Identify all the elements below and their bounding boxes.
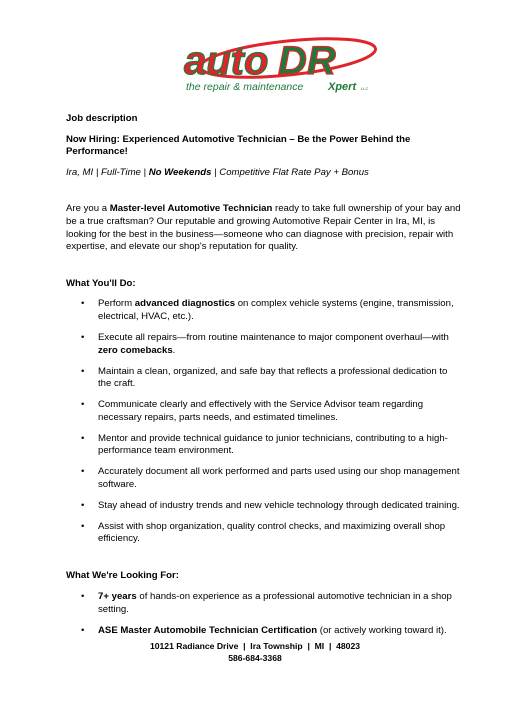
footer-address: 10121 Radiance Drive | Ira Township | MI | 48023 (149, 641, 361, 651)
duty-text: Perform (98, 298, 135, 310)
duty-text: Execute all repairs—from routine maintenance to major component overhaul—with (98, 331, 449, 343)
duties-heading: What You'll Do: (66, 277, 136, 289)
job-headline: Now Hiring: Experienced Automotive Technician – Be the Power Behind the Performance! (66, 133, 411, 158)
intro-bold: Master-level Automotive Technician (109, 203, 273, 215)
autodr-logo (178, 30, 378, 100)
intro-paragraph (66, 203, 461, 253)
duty-text: Mentor and provide technical guidance to junior technicians, contributing to a high-performance team environment. (98, 432, 448, 457)
bullet-icon: • (81, 432, 85, 444)
bullet-icon: • (81, 520, 85, 532)
page-footer (0, 640, 510, 664)
duty-item (66, 466, 461, 491)
logo-auto-text: auto (184, 39, 269, 83)
bullet-icon: • (81, 399, 85, 411)
duty-text: Maintain a clean, organized, and safe bay that reflects a professional dedication to the craft. (98, 365, 448, 390)
requirement-bold: ASE Master Automobile Technician Certification (98, 624, 318, 636)
job-description-label: Job description (66, 113, 138, 124)
logo-llc: LLC (361, 86, 369, 91)
duty-text-end: . (172, 344, 176, 356)
requirement-text: of hands-on experience as a professional automotive technician in a shop setting. (98, 590, 452, 615)
requirement-item (66, 591, 461, 616)
job-pay: | Competitive Flat Rate Pay + Bonus (211, 166, 369, 178)
duty-text: Accurately document all work performed and parts used using our shop management software. (98, 466, 460, 490)
bullet-icon: • (81, 499, 85, 511)
duty-item (66, 500, 461, 513)
requirement-item (66, 625, 461, 638)
bullet-icon: • (81, 624, 85, 636)
duty-item (66, 399, 461, 424)
duty-item (66, 433, 461, 458)
footer-phone: 586-684-3368 (228, 653, 282, 663)
no-weekends-badge: No Weekends (148, 166, 212, 178)
job-posting (66, 113, 461, 646)
requirements-list (66, 591, 461, 637)
requirement-text: (or actively working toward it). (317, 624, 447, 636)
duty-text: Stay ahead of industry trends and new vehicle technology through dedicated training. (98, 499, 460, 511)
requirement-bold: 7+ years (98, 590, 137, 602)
bullet-icon: • (81, 331, 85, 343)
bullet-icon: • (81, 365, 85, 377)
intro-text-start: Are you a (66, 203, 110, 215)
logo-dr-text: DR (278, 39, 336, 83)
duty-text: Assist with shop organization, quality control checks, and maximizing overall shop efficiency. (98, 520, 446, 545)
bullet-icon: • (81, 466, 85, 478)
duty-bold: advanced diagnostics (134, 298, 236, 310)
bullet-icon: • (81, 298, 85, 310)
duty-bold: zero comebacks (98, 344, 173, 356)
job-location: Ira, MI | Full-Time | (66, 166, 149, 178)
duty-text-end: on complex vehicle systems (engine, transmission, electrical, HVAC, etc.). (98, 298, 454, 322)
job-meta (66, 167, 461, 180)
logo-tagline: the repair & maintenance (186, 81, 304, 93)
duty-item (66, 366, 461, 391)
intro-text-end: ready to take full ownership of your bay and be a true craftsman? Our reputable and growing Automotive Repair Center in Ira, MI, is looking for the best in the business—someone who can diagnose with precision, repair with expertise, and elevate our shop's reputation for quality. (66, 203, 461, 253)
logo-xpert-text: Xpert (328, 81, 357, 93)
bullet-icon: • (81, 590, 85, 602)
duty-item (66, 298, 461, 323)
duty-text: Communicate clearly and effectively with the Service Advisor team regarding necessary repairs, parts needs, and estimated timelines. (98, 399, 424, 423)
requirements-heading: What We're Looking For: (66, 570, 179, 582)
duties-list (66, 298, 461, 546)
duty-item (66, 332, 461, 357)
duty-item (66, 521, 461, 546)
